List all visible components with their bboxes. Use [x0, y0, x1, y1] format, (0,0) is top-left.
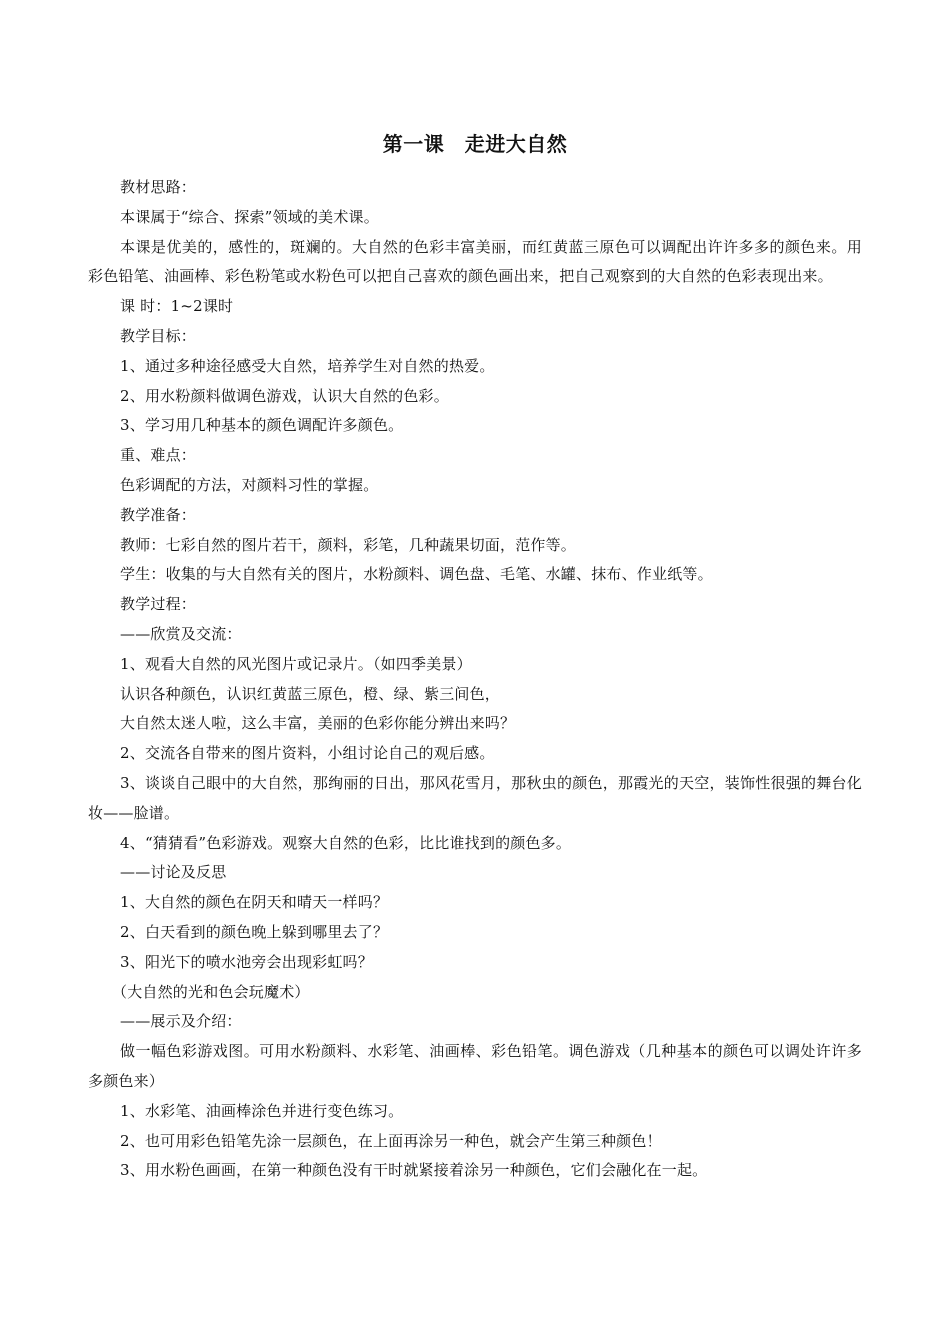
paragraph: 色彩调配的方法，对颜料习性的掌握。	[120, 475, 379, 494]
section-heading-goals: 教学目标：	[120, 326, 197, 345]
document-body	[88, 173, 862, 1186]
subsection-heading: ——展示及介绍：	[120, 1012, 242, 1031]
list-item: 3、谈谈自己眼中的大自然，那绚丽的日出，那风花雪月，那秋虫的颜色，那霞光的天空，装饰性很强的舞台化妆——脸谱。	[88, 773, 862, 822]
paragraph: 本课属于“综合、探索”领域的美术课。	[120, 207, 379, 226]
list-item: 2、白天看到的颜色晚上躲到哪里去了？	[120, 922, 389, 941]
list-item: 4、“猜猜看”色彩游戏。观察大自然的色彩，比比谁找到的颜色多。	[120, 833, 572, 852]
paragraph: 教师：七彩自然的图片若干，颜料，彩笔，几种蔬果切面，范作等。	[120, 535, 577, 554]
section-heading-key-points: 重、难点：	[120, 446, 197, 465]
paragraph: 认识各种颜色，认识红黄蓝三原色，橙、绿、紫三间色，	[120, 684, 501, 703]
list-item: 1、观看大自然的风光图片或记录片。（如四季美景）	[120, 654, 472, 673]
list-item: 3、阳光下的喷水池旁会出现彩虹吗？	[120, 952, 373, 971]
class-hours: 课 时：1~2课时	[120, 297, 234, 316]
paragraph: 大自然太迷人啦，这么丰富，美丽的色彩你能分辨出来吗？	[120, 714, 516, 733]
list-item: 3、用水粉色画画，在第一种颜色没有干时就紧接着涂另一种颜色，它们会融化在一起。	[120, 1161, 708, 1180]
list-item: 2、用水粉颜料做调色游戏，认识大自然的色彩。	[120, 386, 449, 405]
list-item: 2、交流各自带来的图片资料，小组讨论自己的观后感。	[120, 744, 495, 763]
list-item: 3、学习用几种基本的颜色调配许多颜色。	[120, 416, 404, 435]
list-item: 2、也可用彩色铅笔先涂一层颜色，在上面再涂另一种色，就会产生第三种颜色！	[120, 1131, 662, 1150]
paragraph: 做一幅色彩游戏图。可用水粉颜料、水彩笔、油画棒、彩色铅笔。调色游戏（几种基本的颜色可以调处许许多多颜色来）	[88, 1042, 862, 1090]
list-item: 1、水彩笔、油画棒涂色并进行变色练习。	[120, 1101, 404, 1120]
section-heading-process: 教学过程：	[120, 595, 197, 614]
section-heading-materials: 教材思路：	[120, 178, 197, 196]
subsection-heading: ——讨论及反思	[120, 863, 227, 882]
section-heading-preparation: 教学准备：	[120, 505, 197, 524]
list-item: 1、大自然的颜色在阴天和晴天一样吗？	[120, 893, 389, 912]
paragraph: 本课是优美的，感性的，斑斓的。大自然的色彩丰富美丽，而红黄蓝三原色可以调配出许许多多的颜色来。用彩色铅笔、油画棒、彩色粉笔或水粉色可以把自己喜欢的颜色画出来，把自己观察到的大自然的色彩表现出来。	[88, 237, 862, 286]
paragraph: 学生：收集的与大自然有关的图片，水粉颜料、调色盘、毛笔、水罐、抹布、作业纸等。	[120, 565, 713, 584]
note: （大自然的光和色会玩魔术）	[112, 982, 310, 1001]
subsection-heading: ——欣赏及交流：	[120, 624, 242, 643]
page-title: 第一课 走进大自然	[382, 132, 568, 156]
list-item: 1、通过多种途径感受大自然，培养学生对自然的热爱。	[120, 356, 495, 375]
